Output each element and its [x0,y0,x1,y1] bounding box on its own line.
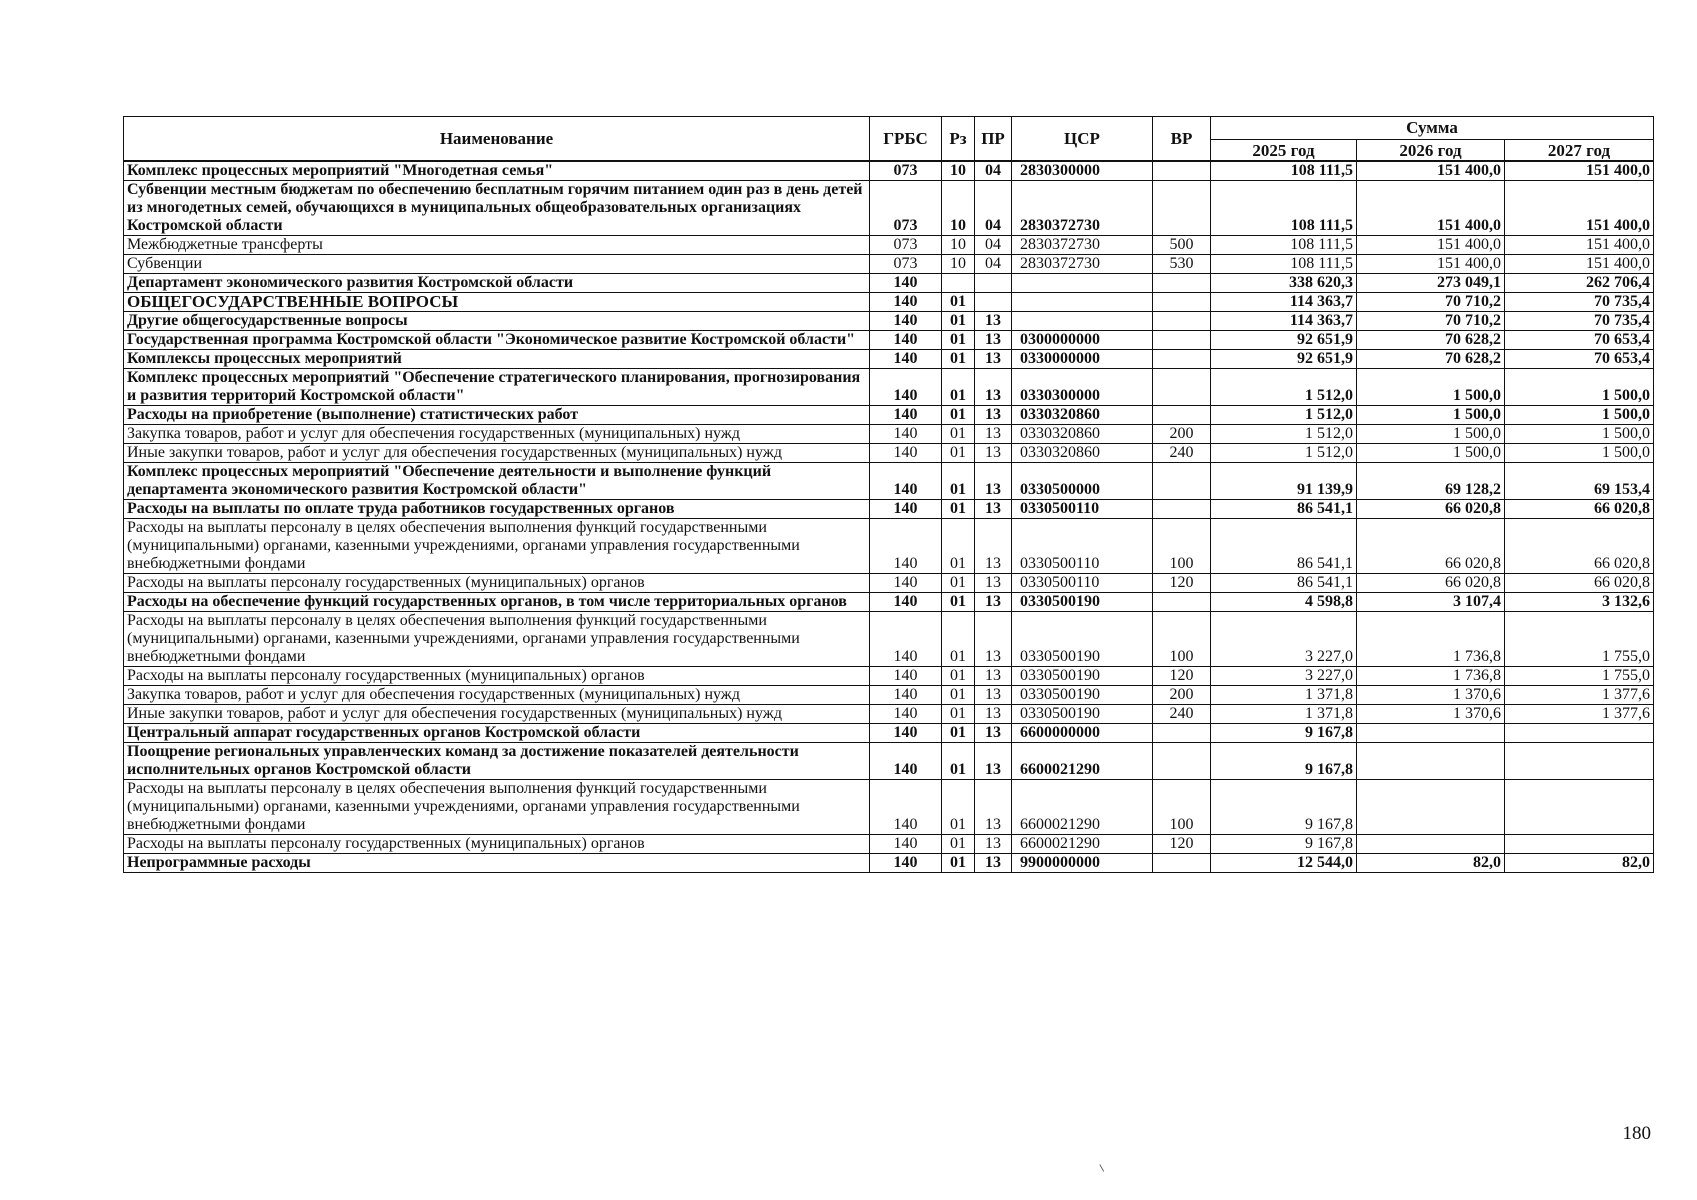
cell-csr: 0330500190 [1012,686,1153,705]
cell-csr: 6600021290 [1012,835,1153,854]
cell-vr: 200 [1153,425,1211,444]
table-row [124,667,1654,686]
cell-vr: 530 [1153,255,1211,274]
header-grbs: ГРБС [870,117,942,162]
cell-name: Расходы на обеспечение функций государственных органов, в том числе территориальных органов [124,593,870,612]
cell-pr: 13 [975,743,1012,780]
cell-grbs: 140 [870,780,942,835]
cell-grbs: 140 [870,724,942,743]
table-row [124,425,1654,444]
cell-sum-2026: 151 400,0 [1357,161,1505,181]
cell-name: Закупка товаров, работ и услуг для обеспечения государственных (муниципальных) нужд [124,425,870,444]
cell-rz [942,274,975,293]
cell-pr: 04 [975,161,1012,181]
cell-name: Непрограммные расходы [124,854,870,873]
cell-rz: 01 [942,574,975,593]
cell-csr: 0330500110 [1012,574,1153,593]
cell-pr: 13 [975,369,1012,406]
cell-csr: 0330500190 [1012,667,1153,686]
cell-pr: 13 [975,724,1012,743]
cell-vr: 200 [1153,686,1211,705]
cell-rz: 01 [942,425,975,444]
cell-name: Расходы на выплаты персоналу в целях обеспечения выполнения функций государственными (муниципальными) органами, казенными учреждениями, органами управления государственными внебюджетными фондами [124,780,870,835]
cell-sum-2026 [1357,743,1505,780]
cell-sum-2025: 86 541,1 [1211,500,1357,519]
cell-sum-2025: 108 111,5 [1211,161,1357,181]
table-row [124,743,1654,780]
cell-vr: 100 [1153,519,1211,574]
cell-sum-2027: 262 706,4 [1505,274,1654,293]
cell-csr: 2830300000 [1012,161,1153,181]
cell-sum-2025: 92 651,9 [1211,350,1357,369]
cell-sum-2027: 3 132,6 [1505,593,1654,612]
cell-vr: 100 [1153,612,1211,667]
table-row [124,724,1654,743]
cell-csr: 0330000000 [1012,350,1153,369]
cell-grbs: 140 [870,705,942,724]
header-rz: Рз [942,117,975,162]
cell-rz: 01 [942,463,975,500]
cell-pr: 13 [975,686,1012,705]
cell-vr [1153,500,1211,519]
cell-name: Комплексы процессных мероприятий [124,350,870,369]
cell-vr [1153,463,1211,500]
cell-csr: 0330320860 [1012,406,1153,425]
cell-csr: 0330500190 [1012,612,1153,667]
cell-name: Субвенции местным бюджетам по обеспечению бесплатным горячим питанием один раз в день детей из многодетных семей, обучающихся в муниципальных общеобразовательных организациях Костромской области [124,181,870,236]
cell-sum-2026: 70 628,2 [1357,331,1505,350]
table-row [124,835,1654,854]
cell-pr: 13 [975,331,1012,350]
cell-csr: 0330320860 [1012,444,1153,463]
cell-sum-2027: 151 400,0 [1505,236,1654,255]
cell-csr: 0330500110 [1012,519,1153,574]
cell-sum-2025: 114 363,7 [1211,312,1357,331]
cell-pr: 13 [975,500,1012,519]
cell-grbs: 140 [870,686,942,705]
cell-sum-2027: 70 653,4 [1505,331,1654,350]
cell-sum-2025: 108 111,5 [1211,181,1357,236]
cell-sum-2025: 91 139,9 [1211,463,1357,500]
cell-grbs: 140 [870,425,942,444]
cell-vr: 100 [1153,780,1211,835]
header-sum: Сумма [1211,117,1654,140]
cell-name: Департамент экономического развития Костромской области [124,274,870,293]
table-row [124,255,1654,274]
cell-sum-2027: 70 653,4 [1505,350,1654,369]
header-pr: ПР [975,117,1012,162]
cell-sum-2027: 1 377,6 [1505,705,1654,724]
cell-csr [1012,312,1153,331]
cell-sum-2027: 1 500,0 [1505,444,1654,463]
cell-rz: 01 [942,686,975,705]
cell-sum-2025: 12 544,0 [1211,854,1357,873]
cell-csr: 0330500190 [1012,705,1153,724]
cell-vr [1153,854,1211,873]
cell-sum-2027: 70 735,4 [1505,312,1654,331]
table-row [124,274,1654,293]
table-row [124,519,1654,574]
cell-pr: 13 [975,854,1012,873]
cell-sum-2025: 9 167,8 [1211,724,1357,743]
cell-rz: 01 [942,406,975,425]
cell-sum-2026: 1 370,6 [1357,705,1505,724]
cell-rz: 10 [942,181,975,236]
cell-vr [1153,312,1211,331]
cell-sum-2027: 82,0 [1505,854,1654,873]
cell-vr: 120 [1153,667,1211,686]
cell-pr [975,274,1012,293]
cell-sum-2026: 151 400,0 [1357,181,1505,236]
cell-name: ОБЩЕГОСУДАРСТВЕННЫЕ ВОПРОСЫ [124,293,870,312]
cell-csr: 9900000000 [1012,854,1153,873]
cell-name: Субвенции [124,255,870,274]
cell-grbs: 140 [870,369,942,406]
cell-sum-2027 [1505,743,1654,780]
cell-vr: 240 [1153,705,1211,724]
cell-pr: 04 [975,181,1012,236]
cell-vr: 120 [1153,574,1211,593]
cell-pr: 13 [975,425,1012,444]
cell-vr [1153,350,1211,369]
cell-grbs: 140 [870,406,942,425]
cell-pr: 13 [975,780,1012,835]
cell-vr [1153,406,1211,425]
cell-sum-2025: 4 598,8 [1211,593,1357,612]
cell-pr: 13 [975,463,1012,500]
table-row [124,236,1654,255]
cell-vr [1153,743,1211,780]
cell-pr: 04 [975,236,1012,255]
cell-rz: 01 [942,519,975,574]
cell-sum-2025: 92 651,9 [1211,331,1357,350]
cell-rz: 01 [942,667,975,686]
cell-sum-2026: 273 049,1 [1357,274,1505,293]
cell-vr: 240 [1153,444,1211,463]
cell-rz: 01 [942,444,975,463]
cell-csr: 6600021290 [1012,743,1153,780]
cell-csr [1012,274,1153,293]
cell-name: Комплекс процессных мероприятий "Обеспечение стратегического планирования, прогнозирования и развития территорий Костромской области" [124,369,870,406]
cell-csr: 0330300000 [1012,369,1153,406]
cell-rz: 01 [942,593,975,612]
cell-rz: 01 [942,835,975,854]
table-row [124,331,1654,350]
cell-sum-2026: 151 400,0 [1357,236,1505,255]
cell-grbs: 140 [870,500,942,519]
cell-sum-2026: 70 710,2 [1357,312,1505,331]
cell-grbs: 140 [870,854,942,873]
cell-name: Расходы на выплаты персоналу государственных (муниципальных) органов [124,667,870,686]
cell-rz: 01 [942,350,975,369]
cell-sum-2027: 66 020,8 [1505,519,1654,574]
cell-sum-2027: 1 500,0 [1505,425,1654,444]
table-body [124,161,1654,873]
cell-rz: 01 [942,612,975,667]
cell-rz: 01 [942,331,975,350]
cell-name: Иные закупки товаров, работ и услуг для обеспечения государственных (муниципальных) нужд [124,444,870,463]
cell-sum-2026: 69 128,2 [1357,463,1505,500]
cell-vr [1153,593,1211,612]
cell-pr: 13 [975,574,1012,593]
cell-csr: 0300000000 [1012,331,1153,350]
cell-sum-2027: 70 735,4 [1505,293,1654,312]
table-row [124,574,1654,593]
cell-sum-2025: 108 111,5 [1211,236,1357,255]
cell-sum-2027: 66 020,8 [1505,500,1654,519]
cell-rz: 01 [942,743,975,780]
cell-pr: 13 [975,350,1012,369]
cell-sum-2027: 151 400,0 [1505,255,1654,274]
cell-sum-2026: 70 710,2 [1357,293,1505,312]
cell-rz: 01 [942,369,975,406]
table-row [124,350,1654,369]
cell-csr: 2830372730 [1012,236,1153,255]
cell-grbs: 073 [870,181,942,236]
cell-csr: 2830372730 [1012,181,1153,236]
cell-sum-2027: 151 400,0 [1505,181,1654,236]
cell-rz: 01 [942,312,975,331]
cell-csr: 0330500000 [1012,463,1153,500]
cell-sum-2026: 3 107,4 [1357,593,1505,612]
table-row [124,444,1654,463]
cell-sum-2026: 1 500,0 [1357,406,1505,425]
cell-csr: 6600000000 [1012,724,1153,743]
table-header [124,117,1654,162]
cell-grbs: 140 [870,743,942,780]
table-row [124,369,1654,406]
cell-csr: 0330320860 [1012,425,1153,444]
cell-grbs: 073 [870,161,942,181]
table-row [124,463,1654,500]
cell-rz: 01 [942,705,975,724]
cell-vr [1153,293,1211,312]
cell-sum-2027: 1 755,0 [1505,667,1654,686]
cell-sum-2025: 1 371,8 [1211,686,1357,705]
cell-sum-2025: 9 167,8 [1211,835,1357,854]
header-name: Наименование [124,117,870,162]
cell-sum-2025: 114 363,7 [1211,293,1357,312]
header-csr: ЦСР [1012,117,1153,162]
cell-grbs: 140 [870,463,942,500]
cell-csr: 0330500110 [1012,500,1153,519]
cell-sum-2025: 1 512,0 [1211,425,1357,444]
cell-grbs: 140 [870,519,942,574]
cell-sum-2027 [1505,835,1654,854]
cell-pr: 13 [975,835,1012,854]
header-year-2027: 2027 год [1505,140,1654,162]
cell-name: Иные закупки товаров, работ и услуг для обеспечения государственных (муниципальных) нужд [124,705,870,724]
cell-sum-2025: 1 512,0 [1211,406,1357,425]
cell-rz: 01 [942,293,975,312]
header-vr: ВР [1153,117,1211,162]
cell-name: Комплекс процессных мероприятий "Обеспечение деятельности и выполнение функций департамента экономического развития Костромской области" [124,463,870,500]
cell-grbs: 140 [870,574,942,593]
cell-rz: 10 [942,161,975,181]
cell-sum-2025: 9 167,8 [1211,780,1357,835]
cell-csr: 2830372730 [1012,255,1153,274]
cell-sum-2025: 1 512,0 [1211,444,1357,463]
cell-sum-2025: 86 541,1 [1211,574,1357,593]
cell-sum-2026: 151 400,0 [1357,255,1505,274]
cell-rz: 01 [942,500,975,519]
table-row [124,705,1654,724]
cell-pr [975,293,1012,312]
cell-pr: 13 [975,612,1012,667]
cell-sum-2025: 1 371,8 [1211,705,1357,724]
cell-sum-2026 [1357,724,1505,743]
cell-vr: 500 [1153,236,1211,255]
cell-pr: 13 [975,406,1012,425]
cell-sum-2027: 151 400,0 [1505,161,1654,181]
table-row [124,181,1654,236]
cell-sum-2025: 3 227,0 [1211,612,1357,667]
cell-name: Расходы на выплаты по оплате труда работников государственных органов [124,500,870,519]
cell-vr [1153,161,1211,181]
table-row [124,500,1654,519]
cell-sum-2026: 1 500,0 [1357,444,1505,463]
cell-grbs: 073 [870,236,942,255]
cell-sum-2027: 69 153,4 [1505,463,1654,500]
cell-vr [1153,724,1211,743]
cell-grbs: 073 [870,255,942,274]
table-row [124,593,1654,612]
cell-sum-2027: 1 500,0 [1505,369,1654,406]
cell-sum-2026: 1 736,8 [1357,612,1505,667]
cell-sum-2027: 1 377,6 [1505,686,1654,705]
cell-name: Комплекс процессных мероприятий "Многодетная семья" [124,161,870,181]
table-row [124,406,1654,425]
cell-vr [1153,331,1211,350]
cell-csr: 6600021290 [1012,780,1153,835]
cell-sum-2025: 3 227,0 [1211,667,1357,686]
cell-grbs: 140 [870,350,942,369]
cell-vr [1153,369,1211,406]
cell-sum-2026: 66 020,8 [1357,519,1505,574]
cell-name: Расходы на выплаты персоналу государственных (муниципальных) органов [124,835,870,854]
cell-name: Государственная программа Костромской области "Экономическое развитие Костромской области" [124,331,870,350]
cell-grbs: 140 [870,274,942,293]
cell-sum-2026 [1357,780,1505,835]
cell-name: Расходы на выплаты персоналу государственных (муниципальных) органов [124,574,870,593]
cell-grbs: 140 [870,612,942,667]
cell-name: Расходы на приобретение (выполнение) статистических работ [124,406,870,425]
cell-sum-2026 [1357,835,1505,854]
cell-grbs: 140 [870,293,942,312]
table-row [124,312,1654,331]
cell-pr: 13 [975,593,1012,612]
cell-grbs: 140 [870,667,942,686]
cell-sum-2025: 108 111,5 [1211,255,1357,274]
cell-sum-2025: 338 620,3 [1211,274,1357,293]
cell-rz: 01 [942,780,975,835]
cell-pr: 13 [975,312,1012,331]
header-year-2025: 2025 год [1211,140,1357,162]
cell-sum-2026: 70 628,2 [1357,350,1505,369]
cell-sum-2027: 1 500,0 [1505,406,1654,425]
cell-name: Межбюджетные трансферты [124,236,870,255]
cell-name: Поощрение региональных управленческих команд за достижение показателей деятельности исполнительных органов Костромской области [124,743,870,780]
cell-vr [1153,181,1211,236]
cell-grbs: 140 [870,331,942,350]
cell-csr: 0330500190 [1012,593,1153,612]
table-row [124,612,1654,667]
cell-rz: 01 [942,854,975,873]
cell-name: Закупка товаров, работ и услуг для обеспечения государственных (муниципальных) нужд [124,686,870,705]
table-row [124,854,1654,873]
cell-pr: 04 [975,255,1012,274]
cell-name: Центральный аппарат государственных органов Костромской области [124,724,870,743]
cell-name: Другие общегосударственные вопросы [124,312,870,331]
cell-vr [1153,274,1211,293]
cell-grbs: 140 [870,312,942,331]
cell-sum-2026: 66 020,8 [1357,574,1505,593]
cell-pr: 13 [975,705,1012,724]
header-year-2026: 2026 год [1357,140,1505,162]
cell-pr: 13 [975,519,1012,574]
cell-rz: 10 [942,236,975,255]
cell-vr: 120 [1153,835,1211,854]
cell-name: Расходы на выплаты персоналу в целях обеспечения выполнения функций государственными (муниципальными) органами, казенными учреждениями, органами управления государственными внебюджетными фондами [124,519,870,574]
table-row [124,161,1654,181]
cell-sum-2026: 1 370,6 [1357,686,1505,705]
cell-csr [1012,293,1153,312]
table-row [124,293,1654,312]
cell-grbs: 140 [870,444,942,463]
scan-mark [1099,1162,1107,1171]
table-row [124,780,1654,835]
cell-sum-2026: 66 020,8 [1357,500,1505,519]
cell-rz: 10 [942,255,975,274]
cell-sum-2026: 1 500,0 [1357,425,1505,444]
cell-sum-2026: 1 736,8 [1357,667,1505,686]
table-row [124,686,1654,705]
cell-sum-2025: 9 167,8 [1211,743,1357,780]
cell-grbs: 140 [870,835,942,854]
cell-sum-2027 [1505,724,1654,743]
cell-sum-2027 [1505,780,1654,835]
cell-pr: 13 [975,444,1012,463]
cell-grbs: 140 [870,593,942,612]
cell-sum-2026: 82,0 [1357,854,1505,873]
cell-sum-2027: 1 755,0 [1505,612,1654,667]
page-number: 180 [1622,1123,1651,1144]
cell-sum-2026: 1 500,0 [1357,369,1505,406]
cell-sum-2027: 66 020,8 [1505,574,1654,593]
cell-rz: 01 [942,724,975,743]
cell-sum-2025: 1 512,0 [1211,369,1357,406]
budget-table [123,116,1654,873]
cell-name: Расходы на выплаты персоналу в целях обеспечения выполнения функций государственными (муниципальными) органами, казенными учреждениями, органами управления государственными внебюджетными фондами [124,612,870,667]
cell-sum-2025: 86 541,1 [1211,519,1357,574]
cell-pr: 13 [975,667,1012,686]
